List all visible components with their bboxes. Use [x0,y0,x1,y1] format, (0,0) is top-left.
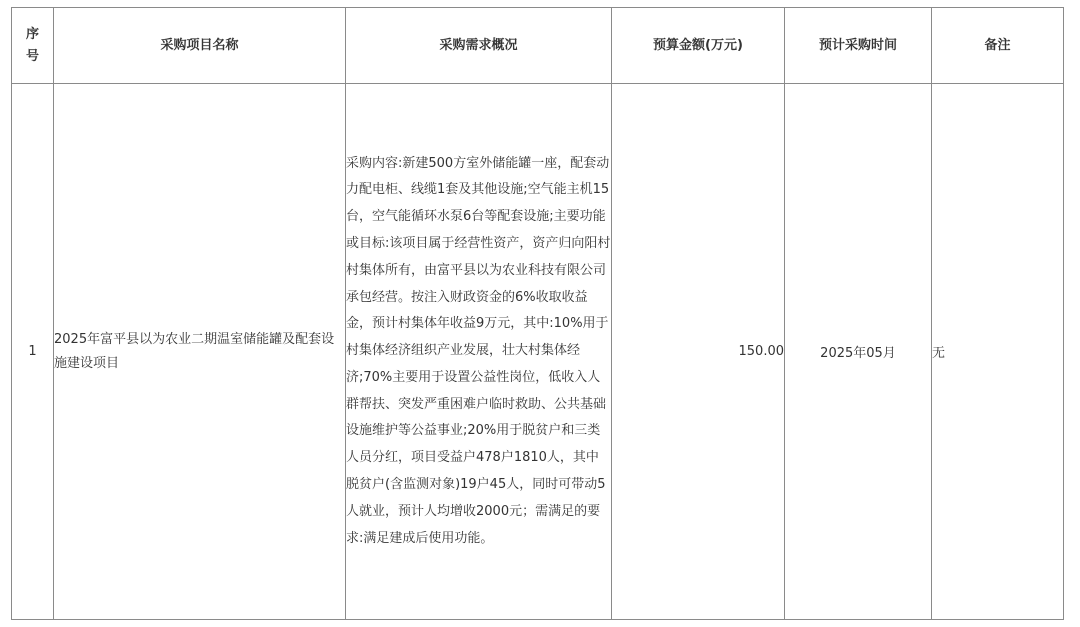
cell-budget: 150.00 [612,84,785,620]
header-remark: 备注 [932,8,1064,84]
header-project-name: 采购项目名称 [54,8,346,84]
cell-expected-time: 2025年05月 [785,84,932,620]
cell-project-name: 2025年富平县以为农业二期温室储能罐及配套设施建设项目 [54,84,346,620]
header-index: 序号 [12,8,54,84]
cell-index: 1 [12,84,54,620]
procurement-table [11,7,1064,620]
table-header [12,8,1064,84]
header-budget: 预算金额(万元) [612,8,785,84]
header-row [12,8,1064,84]
cell-requirement-summary: 采购内容:新建500方室外储能罐一座，配套动力配电柜、线缆1套及其他设施;空气能主机15台，空气能循环水泵6台等配套设施;主要功能或目标:该项目属于经营性资产，资产归向阳村村集体所有，由富平县以为农业科技有限公司承包经营。按注入财政资金的6%收取收益金，预计村集体年收益9万元，其中:10%用于村集体经济组织产业发展，壮大村集体经济;70%主要用于设置公益性岗位，低收入人群帮扶、突发严重困难户临时救助、公共基础设施维护等公益事业;20%用于脱贫户和三类人员分红，项目受益户478户1810人，其中脱贫户(含监测对象)19户45人，同时可带动5人就业，预计人均增收2000元；需满足的要求:满足建成后使用功能。 [346,84,612,620]
table-body [12,84,1064,620]
cell-remark: 无 [932,84,1064,620]
table-row [12,84,1064,620]
header-expected-time: 预计采购时间 [785,8,932,84]
header-requirement-summary: 采购需求概况 [346,8,612,84]
